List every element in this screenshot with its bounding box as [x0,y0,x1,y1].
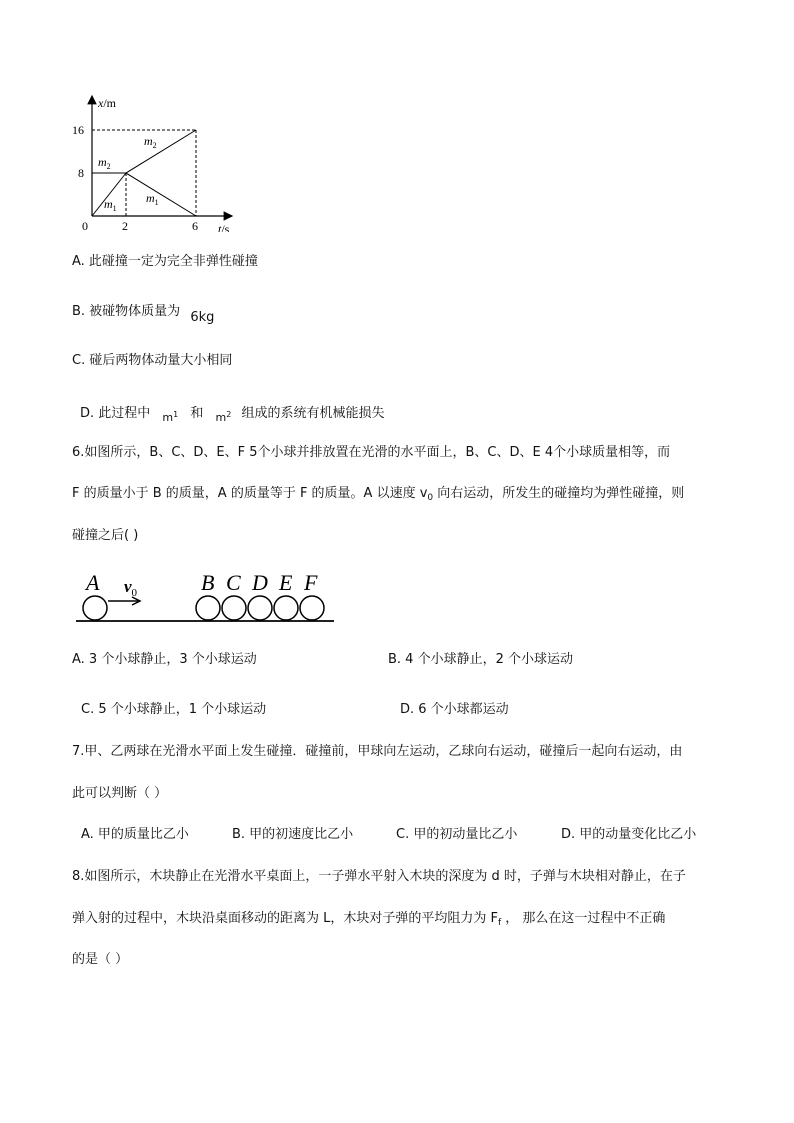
q6-option-d: D. 6 个小球都运动 [400,702,509,717]
ball-e-label: E [279,570,293,595]
velocity-label: $v_0$ [124,577,138,599]
q8-line-1: 8.如图所示，木块静止在光滑水平桌面上，一子弹水平射入木块的深度为 d 时，子弹与木块相对静止，在子 [72,869,686,884]
q5-option-b-text: B. 被碰物体质量为 [72,304,181,319]
q8-line-3: 的是（ ） [72,952,129,967]
q7-line-1: 7.甲、乙两球在光滑水平面上发生碰撞．碰撞前，甲球向左运动，乙球向右运动，碰撞后一起向右运动，由 [72,744,683,759]
q5-option-b [72,303,215,325]
label-m2-top: $m_2$ [144,134,157,150]
q5-option-c: C. 碰后两物体动量大小相同 [72,353,233,368]
ball-c [222,596,246,620]
q6-option-b: B. 4 个小球静止，2 个小球运动 [388,652,573,667]
x-tick-6: 6 [192,219,198,232]
y-tick-8: 8 [78,166,84,180]
ball-f [300,596,324,620]
origin-label: 0 [82,219,88,232]
q7-line-2: 此可以判断（ ） [72,786,168,801]
y-axis-label: x/m [98,96,116,110]
q6-line-3: 碰撞之后( ) [72,528,139,543]
ball-f-label: F [304,570,318,595]
position-time-graph [60,92,310,232]
q8-line-2: 弹入射的过程中，木块沿桌面移动的距离为 L，木块对子弹的平均阻力为 $F_f$ ， 那么在这一过程中不正确 [72,911,666,928]
y-tick-16: 16 [72,123,84,137]
m1-after-line [126,173,196,216]
ball-d [248,596,272,620]
ball-c-label: C [226,570,241,595]
q5-option-d: D. 此过程中 $_{m^1}$ 和 $_{m^2}$ 组成的系统有机械能损失 [80,406,385,424]
ball-b-label: B [201,570,215,595]
ball-a [83,596,107,620]
q5-option-b-value: 6kg [190,310,215,325]
q7-option-d: D. 甲的动量变化比乙小 [561,827,697,842]
q6-line-2: F 的质量小于 B 的质量，A 的质量等于 F 的质量。A 以速度 $v_0$ 向右运动，所发生的碰撞均为弹性碰撞，则 [72,486,685,503]
ball-a-label: A [86,570,100,595]
ball-d-label: D [252,570,268,595]
q6-line-1: 6.如图所示，B、C、D、E、F 5个小球并排放置在光滑的水平面上，B、C、D、E 4个小球质量相等，而 [72,445,671,460]
m2-after-line [126,130,196,173]
q6-option-a: A. 3 个小球静止，3 个小球运动 [72,652,257,667]
q7-option-b: B. 甲的初速度比乙小 [232,827,354,842]
q7-option-a: A. 甲的质量比乙小 [81,827,189,842]
q5-option-a: A. 此碰撞一定为完全非弹性碰撞 [72,254,258,269]
x-axis-label: t/s [218,222,230,232]
ball-e [274,596,298,620]
x-tick-2: 2 [122,219,128,232]
q6-option-c: C. 5 个小球静止，1 个小球运动 [81,702,267,717]
label-m1-left: $m_1$ [104,197,117,213]
q7-option-c: C. 甲的初动量比乙小 [396,827,518,842]
label-m1-right: $m_1$ [146,191,159,207]
label-m2-left: $m_2$ [98,155,111,171]
ball-b [196,596,220,620]
balls-figure [74,568,344,628]
